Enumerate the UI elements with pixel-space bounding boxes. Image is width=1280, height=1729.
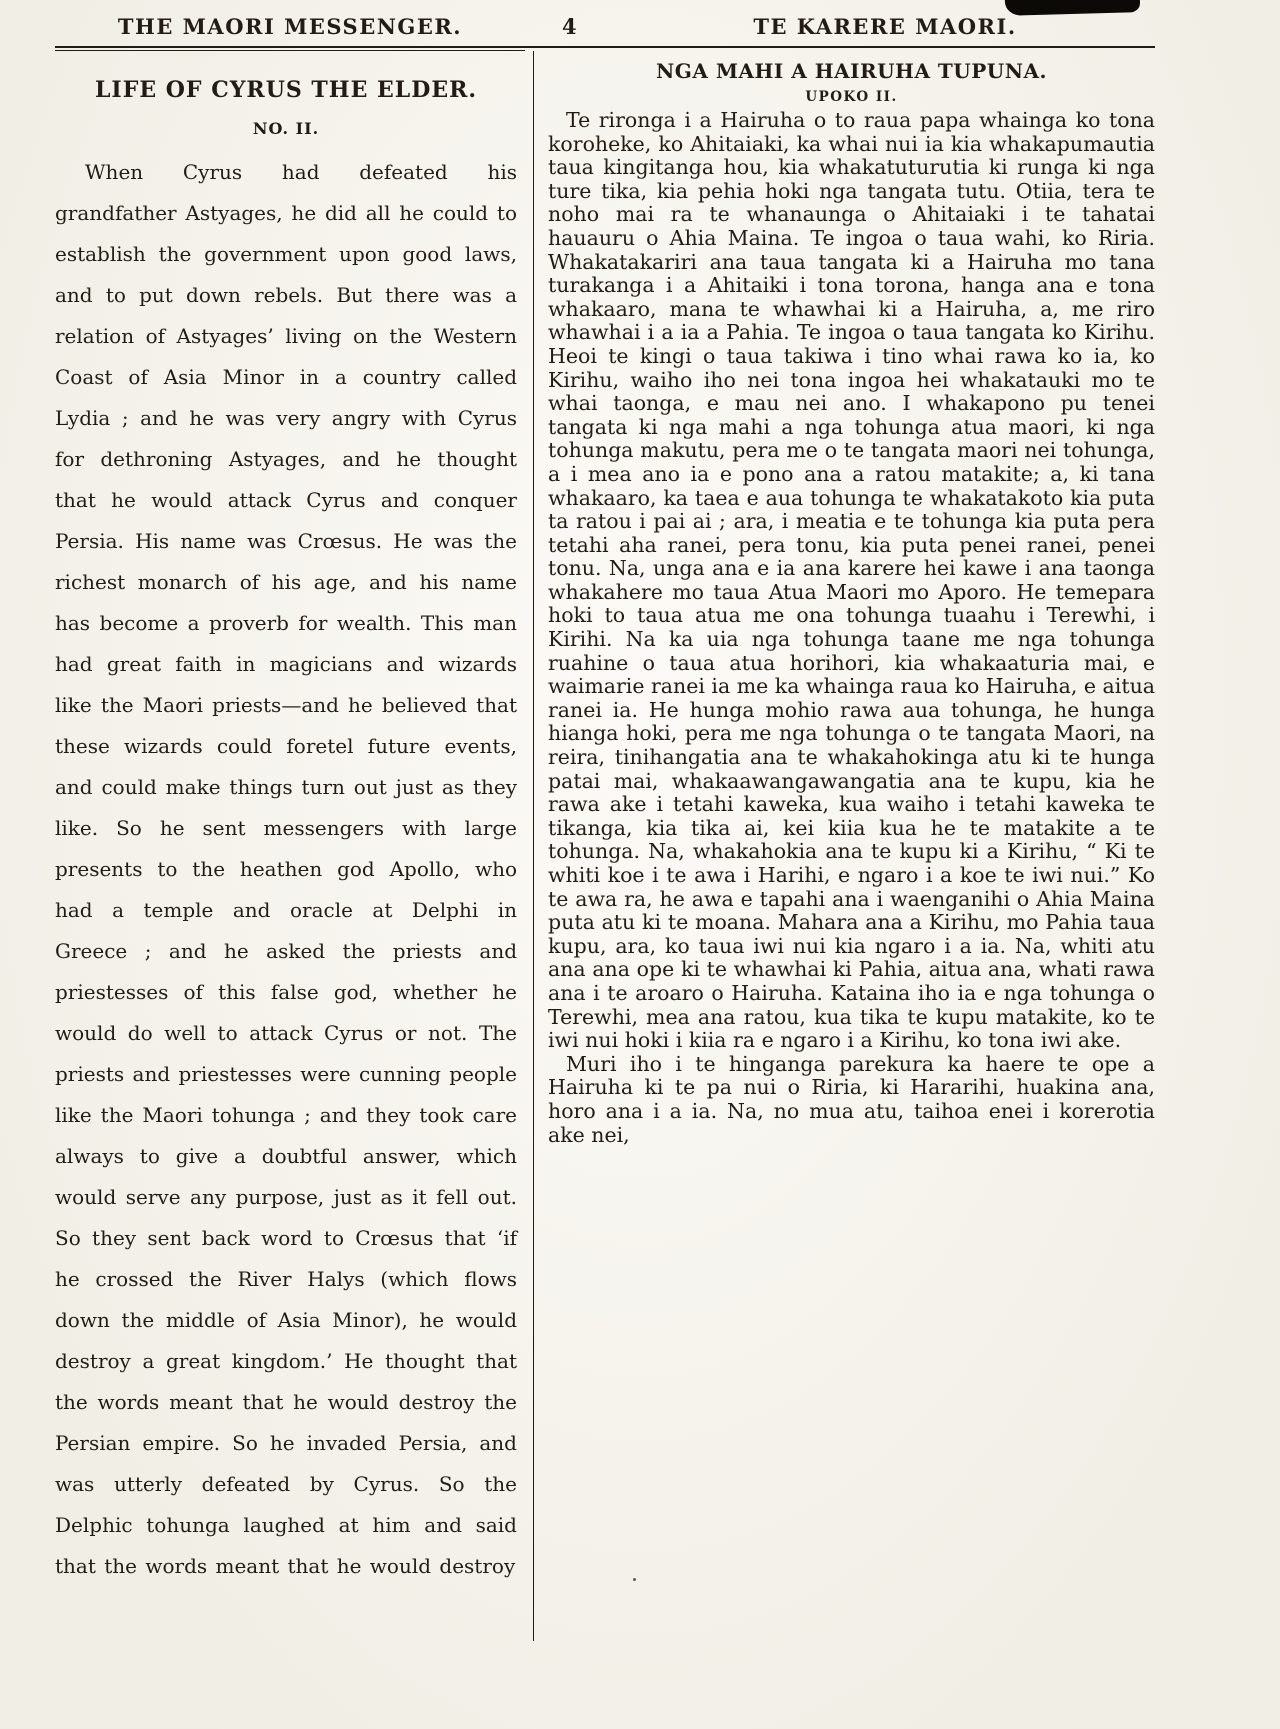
english-article-title: LIFE OF CYRUS THE ELDER. [94,77,478,103]
maori-paragraph: Muri iho i te hinganga parekura ka haere te ope a Hairuha ki te pa nui o Riria, ki Hararihi, huakina ana, horo ana i a ia. Na, no mua atu, taihoa enei i korerotia ake nei, [548,1051,1155,1147]
maori-article-chapter: UPOKO II. [805,89,898,105]
maori-column [534,51,1155,1641]
maori-article-title: NGA MAHI A HAIRUHA TUPUNA. [656,59,1047,83]
english-paragraph: When Cyrus had defeated his grandfather Astyages, he did all he could to establish the government upon good laws, and to put down rebels. But there was a relation of Astyages’ living on the Western Coast of Asia Minor in a country called Lydia ; and he was very angry with Cyrus for dethroning Astyages, and he thought that he would attack Cyrus and conquer Persia. His name was Crœsus. He was the richest monarch of his age, and his name has become a proverb for wealth. This man had great faith in magicians and wizards like the Maori priests—and he believed that these wizards could foretel future events, and could make things turn out just as they like. So he sent messengers with large presents to the heathen god Apollo, who had a temple and oracle at Delphi in Greece ; and he asked the priests and priestesses of this false god, whether he would do well to attack Cyrus or not. The priests and priestesses were cunning people like the Maori tohunga ; and they took care always to give a doubtful answer, which would serve any purpose, just as it fell out. So they sent back word to Crœsus that ‘if he crossed the River Halys (which flows down the middle of Asia Minor), he would destroy a great kingdom.’ He thought that the words meant that he would destroy the Persian empire. So he invaded Persia, and was utterly defeated by Cyrus. So the Delphic tohunga laughed at him and said that the words meant that he would destroy [55,160,517,1578]
english-column [55,51,533,1641]
english-article-number: NO. II. [252,119,320,138]
two-column-body [0,51,1280,1641]
page-number: 4 [561,14,579,39]
stray-ink-dot [633,1578,636,1581]
maori-paragraph: Te rironga i a Hairuha o to raua papa whainga ko tona koroheke, ko Ahitaiaki, ka whai nui ia kia whakapumautia taua kingitanga hou, kia whakatuturutia ki runga ki nga ture tika, kia pehia hoki nga tangata tutu. Otiia, tera te noho mai ra te whanaunga o Ahitaiaki i te tahatai hauauru o Ahia Maina. Te ingoa o taua wahi, ko Riria. Whakatakariri ana taua tangata ki a Hairuha mo tana turakanga i a Ahitaiki i tona torona, hanga ana e tona whakaaro, mana te whawhai ki a Hairuha, a, me riro whawhai i a ia a Pahia. Te ingoa o taua tangata ko Kirihu. Heoi te kingi o taua takiwa i tino whai rawa ko ia, ko Kirihu, waiho iho nei tona ingoa hei whakatauki mo te whai taonga, e mau nei ano. I whakapono pu tenei tangata ki nga mahi a nga tohunga atua maori, ki nga tohunga makutu, pera me o te tangata maori nei tohunga, a i mea ano ia e pono ana a ratou matakite; a, ki tana whakaaro, ka taea e aua tohunga te whakatakoto kia puta ta ratou i pai ai ; ara, i meatia e te tohunga kia puta pera tetahi aha ranei, pera tonu, kia puta penei ranei, penei tonu. Na, unga ana e ia ana karere hei kawe i ana taonga whakahere mo taua Atua Maori mo Aporo. He temepara hoki to taua atua me ona tohunga tuaahu i Terewhi, i Kirihi. Na ka uia nga tohunga taane me nga tohunga ruahine o taua atua horihori, kia whakaaturia mai, e waimarie ranei ia me ka whainga raua ko Hairuha, e aitua ranei ia. He hunga mohio rawa aua tohunga, he hunga hianga hoki, pera me nga tohunga o te tangata Maori, na reira, tinihangatia ana te whakahokinga atu ki te hunga patai mai, whakaawangawangatia ana te kupu, kia he rawa ake i tetahi kaweka, kua waiho i tetahi kaweka te tikanga, kia tika ai, kei kiia kua he te matakite a te tohunga. Na, whakahokia ana te kupu ki a Kirihu, “ Ki te whiti koe i te awa i Harihi, e ngaro i a koe te iwi nui.” Ko te awa ra, he awa e tapahi ana i waenganihi o Ahia Maina puta atu ki te moana. Mahara ana a Kirihu, mo Pahia taua kupu, ara, ko taua iwi nui kia ngaro i a ia. Na, whiti atu ana ana ope ki te whawhai ki Pahia, aitua ana, whati rawa ana i te aroaro o Hairuha. Kataina iho ia e nga tohunga o Terewhi, mea ana ratou, kua tika te kupu matakite, ko te iwi nui hoki i kiia ra e ngaro i a Kirihu, ko tona iwi ake. [548,108,1156,1053]
masthead-right-title: TE KARERE MAORI. [753,14,1017,39]
maori-article-body [548,109,1155,1147]
english-article-body [55,152,517,1587]
masthead-left-title: THE MAORI MESSENGER. [117,14,463,39]
